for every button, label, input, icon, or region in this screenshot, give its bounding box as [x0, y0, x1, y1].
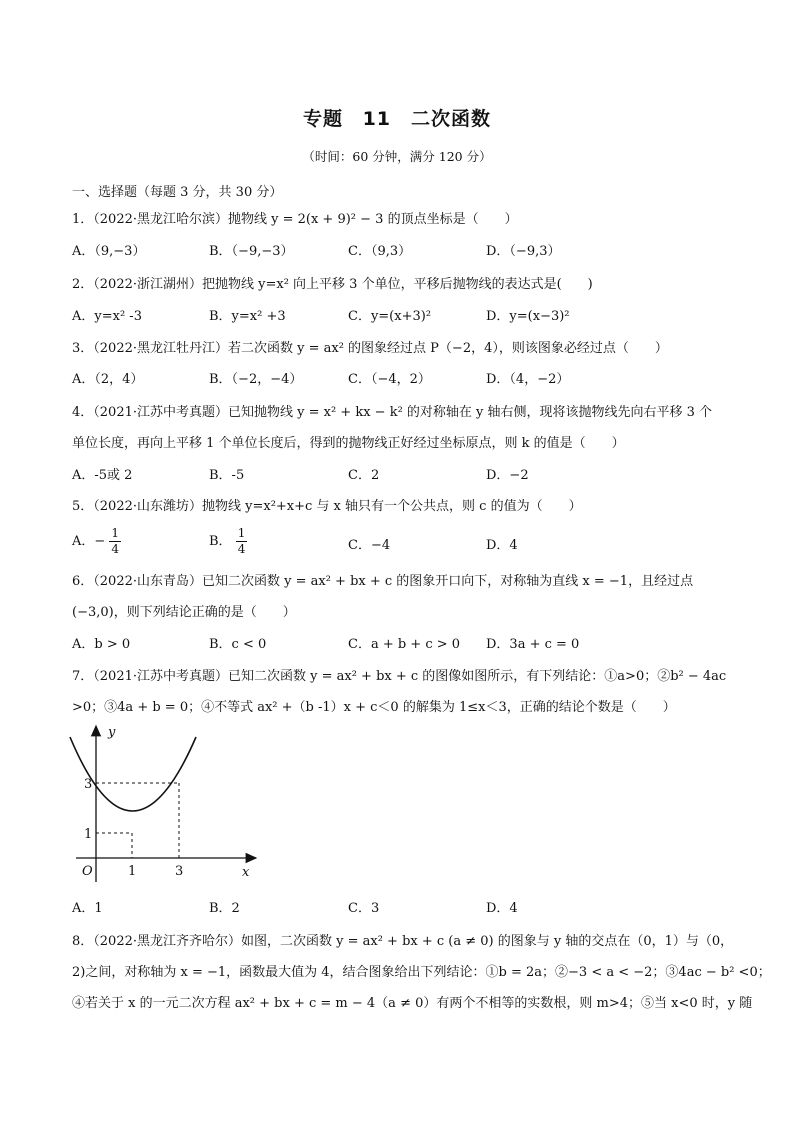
option-a: A．（9,−3） [72, 244, 146, 259]
question-7-line-2: >0；③4a + b = 0；④不等式 ax² +（b -1）x + c＜0 的解集为 1≤x＜3，正确的结论个数是（ ） [72, 700, 676, 715]
question-5-options [72, 522, 732, 562]
option-d: D．4 [486, 901, 518, 916]
option-b: B．-5 [209, 468, 245, 483]
question-7-line-1: 7．（2021·江苏中考真题）已知二次函数 y = ax² + bx + c 的图像如图所示，有下列结论：①a>0；②b² − 4ac [72, 669, 727, 684]
section-heading: 一、选择题（每题 3 分，共 30 分） [72, 185, 283, 200]
option-a: A．（2，4） [72, 372, 144, 387]
fraction [236, 526, 248, 557]
option-b: B．（−2，−4） [209, 372, 303, 387]
question-2: 2．（2022·浙江湖州）把抛物线 y=x² 向上平移 3 个单位，平移后抛物线的表达式是( ) [72, 277, 593, 292]
x-tick-3: 3 [175, 864, 184, 879]
option-b-prefix: B． [209, 534, 232, 549]
question-6-line-2: (−3,0)，则下列结论正确的是（ ） [72, 605, 296, 620]
fraction-denominator: 4 [237, 542, 246, 556]
option-a: A．1 [72, 901, 103, 916]
question-1: 1．（2022·黑龙江哈尔滨）抛物线 y = 2(x + 9)² − 3 的顶点坐标是（ ） [72, 212, 518, 227]
question-3-options [72, 368, 732, 388]
question-2-options [72, 305, 732, 325]
y-axis-label: y [108, 725, 116, 740]
option-c: C．（−4，2） [348, 372, 431, 387]
question-4-line-2: 单位长度，再向上平移 1 个单位长度后，得到的抛物线正好经过坐标原点，则 k 的值是（ ） [72, 436, 625, 451]
option-c: C．3 [348, 901, 380, 916]
question-5: 5．（2022·山东潍坊）抛物线 y=x²+x+c 与 x 轴只有一个公共点，则 c 的值为（ ） [72, 499, 582, 514]
option-d: D．3a + c = 0 [486, 637, 580, 652]
question-4-options [72, 464, 732, 484]
option-d: D．（4，−2） [486, 372, 570, 387]
question-4-line-1: 4．（2021·江苏中考真题）已知抛物线 y = x² + kx − k² 的对称轴在 y 轴右侧，现将该抛物线先向右平移 3 个 [72, 405, 713, 420]
parabola-graph [62, 720, 272, 888]
option-b: B．y=x² +3 [209, 309, 286, 324]
option-c: C．（9,3） [348, 244, 412, 259]
question-3: 3．（2022·黑龙江牡丹江）若二次函数 y = ax² 的图象经过点 P（−2，4），则该图象必经过点（ ） [72, 341, 668, 356]
question-6-options [72, 633, 732, 653]
option-d: D．y=(x−3)² [486, 309, 570, 324]
page-title: 专题 11 二次函数 [302, 108, 492, 130]
option-c: C．a + b + c > 0 [348, 637, 461, 652]
fraction-denominator: 4 [111, 542, 120, 556]
x-axis-label: x [242, 865, 250, 880]
option-c: C．y=(x+3)² [348, 309, 432, 324]
option-a: A．y=x² -3 [72, 309, 142, 324]
option-b [209, 526, 247, 557]
question-7-options [72, 897, 732, 917]
option-a-prefix: A．− [72, 534, 106, 549]
origin-label: O [82, 864, 93, 879]
option-a: A．-5或 2 [72, 468, 133, 483]
option-b: B．（−9,−3） [209, 244, 294, 259]
question-1-options [72, 240, 732, 260]
option-c: C．−4 [348, 538, 391, 553]
option-d: D．（−9,3） [486, 244, 561, 259]
x-tick-1: 1 [128, 864, 137, 879]
option-d: D．−2 [486, 468, 529, 483]
question-8-line-1: 8．（2022·黑龙江齐齐哈尔）如图，二次函数 y = ax² + bx + c (a ≠ 0) 的图象与 y 轴的交点在（0，1）与（0， [72, 934, 734, 949]
question-8-line-3: ④若关于 x 的一元二次方程 ax² + bx + c = m − 4（a ≠ 0）有两个不相等的实数根，则 m>4；⑤当 x<0 时，y 随 [72, 996, 753, 1011]
option-b: B．c < 0 [209, 637, 267, 652]
option-c: C．2 [348, 468, 380, 483]
question-6-line-1: 6．（2022·山东青岛）已知二次函数 y = ax² + bx + c 的图象开口向下，对称轴为直线 x = −1，且经过点 [72, 574, 694, 589]
fraction-numerator: 1 [111, 526, 120, 540]
fraction [109, 526, 121, 557]
page-subtitle: （时间：60 分钟，满分 120 分） [302, 149, 492, 164]
option-b: B．2 [209, 901, 240, 916]
option-d: D．4 [486, 538, 518, 553]
option-a [72, 526, 121, 557]
y-tick-3: 3 [84, 777, 93, 792]
question-8-line-2: 2)之间，对称轴为 x = −1，函数最大值为 4，结合图象给出下列结论：①b = 2a；②−3 < a < −2；③4ac − b² <0； [72, 965, 771, 980]
parabola-curve [70, 737, 196, 811]
option-a: A．b > 0 [72, 637, 131, 652]
y-tick-1: 1 [84, 827, 93, 842]
fraction-numerator: 1 [237, 526, 246, 540]
